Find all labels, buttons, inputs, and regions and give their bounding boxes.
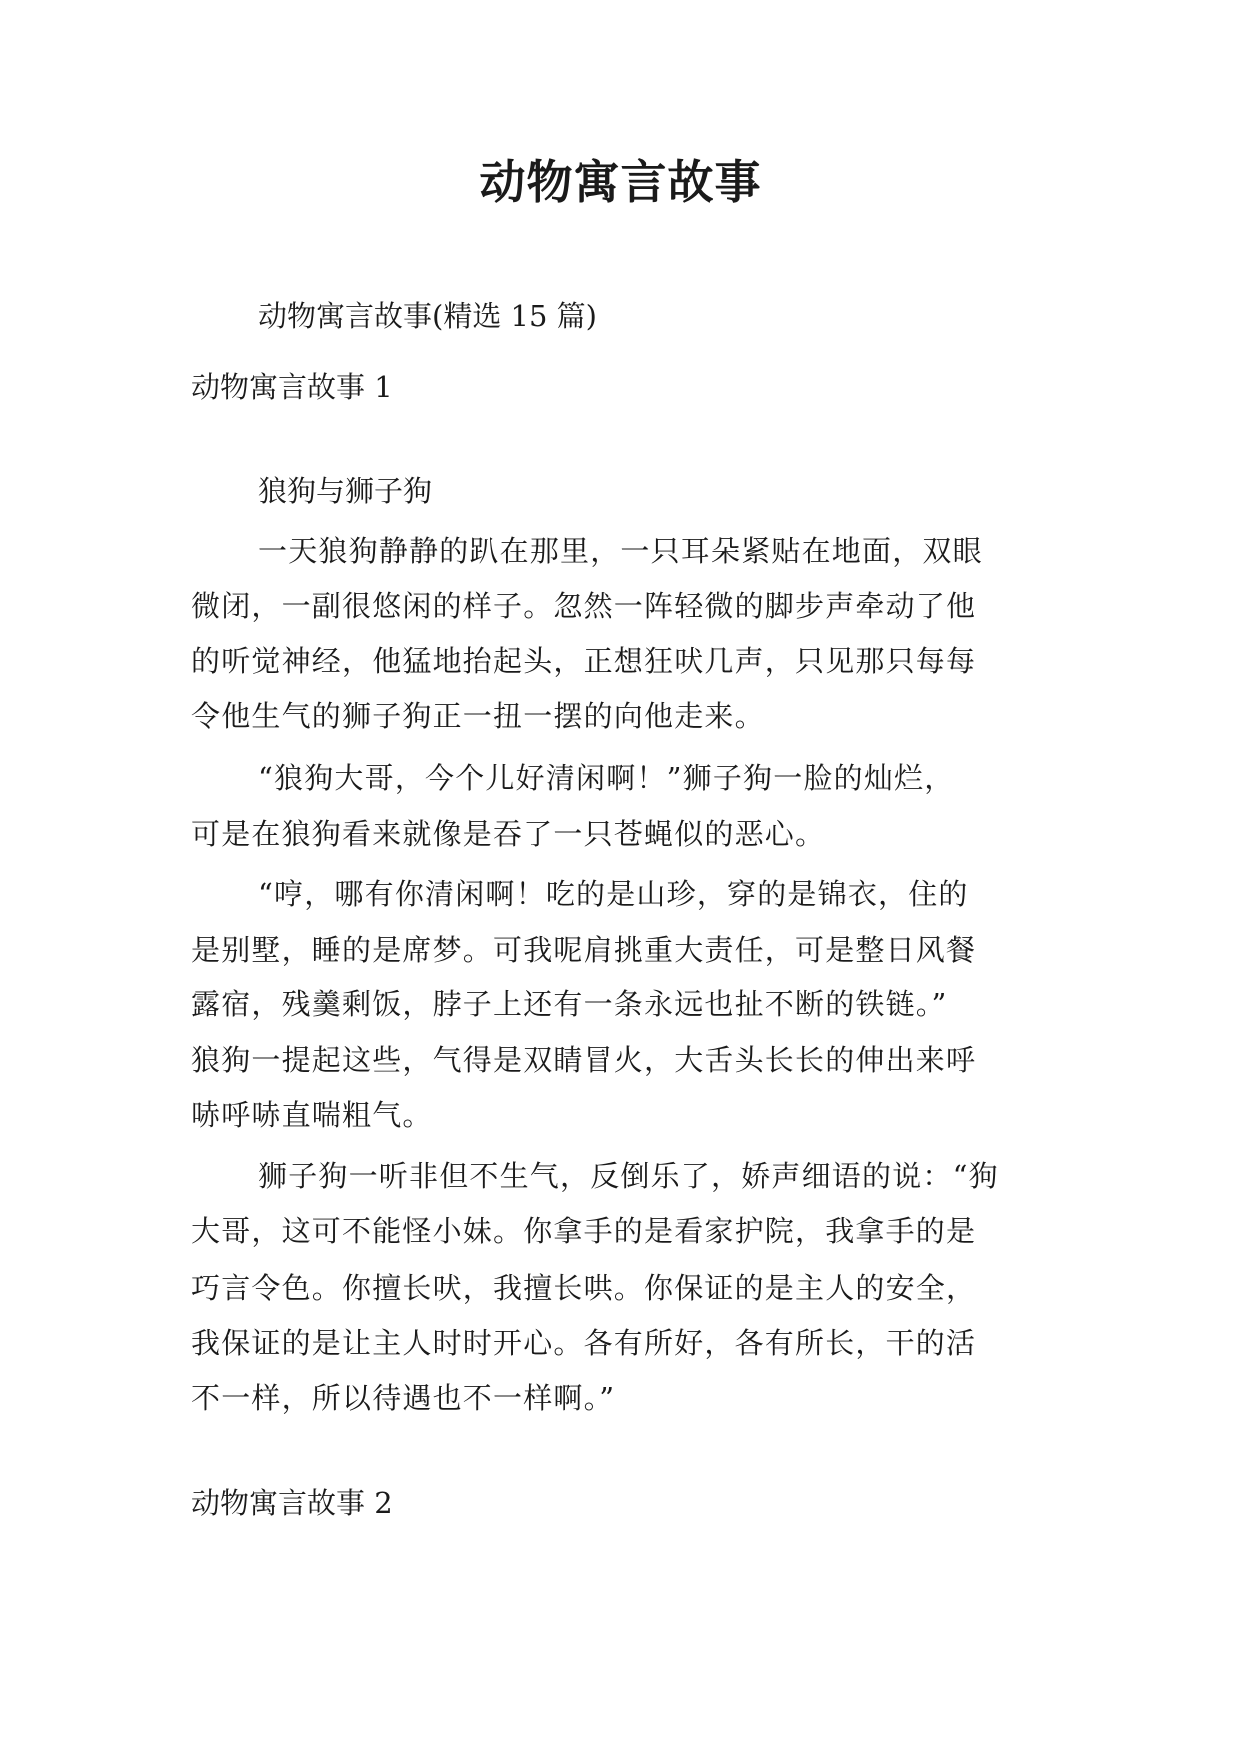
paragraph-line: “哼，哪有你清闲啊！吃的是山珍，穿的是锦衣，住的 bbox=[258, 877, 969, 911]
paragraph-line: 狼狗一提起这些，气得是双睛冒火，大舌头长长的伸出来呼 bbox=[191, 1043, 977, 1077]
document-subtitle: 动物寓言故事(精选 15 篇) bbox=[258, 299, 597, 333]
story-title: 狼狗与狮子狗 bbox=[258, 474, 433, 508]
paragraph-line: 狮子狗一听非但不生气，反倒乐了，娇声细语的说：“狗 bbox=[258, 1159, 999, 1193]
paragraph-line: 巧言令色。你擅长吠，我擅长哄。你保证的是主人的安全， bbox=[191, 1271, 977, 1305]
paragraph-line: 哧呼哧直喘粗气。 bbox=[191, 1098, 433, 1132]
paragraph-line: “狼狗大哥，今个儿好清闲啊！”狮子狗一脸的灿烂， bbox=[258, 761, 955, 795]
paragraph-line: 微闭，一副很悠闲的样子。忽然一阵轻微的脚步声牵动了他 bbox=[191, 589, 977, 623]
paragraph-line: 的听觉神经，他猛地抬起头，正想狂吠几声，只见那只每每 bbox=[191, 644, 977, 678]
paragraph-line: 一天狼狗静静的趴在那里，一只耳朵紧贴在地面，双眼 bbox=[258, 534, 983, 568]
paragraph-line: 可是在狼狗看来就像是吞了一只苍蝇似的恶心。 bbox=[191, 817, 826, 851]
paragraph-line: 大哥，这可不能怪小妹。你拿手的是看家护院，我拿手的是 bbox=[191, 1214, 977, 1248]
paragraph-line: 露宿，残羹剩饭，脖子上还有一条永远也扯不断的铁链。” bbox=[191, 987, 948, 1021]
section-heading-2: 动物寓言故事 2 bbox=[191, 1486, 393, 1520]
paragraph-line: 不一样，所以待遇也不一样啊。” bbox=[191, 1381, 616, 1415]
paragraph-line: 令他生气的狮子狗正一扭一摆的向他走来。 bbox=[191, 699, 765, 733]
document-title: 动物寓言故事 bbox=[479, 155, 762, 209]
section-heading-1: 动物寓言故事 1 bbox=[191, 370, 393, 404]
paragraph-line: 是别墅，睡的是席梦。可我呢肩挑重大责任，可是整日风餐 bbox=[191, 933, 977, 967]
paragraph-line: 我保证的是让主人时时开心。各有所好，各有所长，干的活 bbox=[191, 1326, 977, 1360]
